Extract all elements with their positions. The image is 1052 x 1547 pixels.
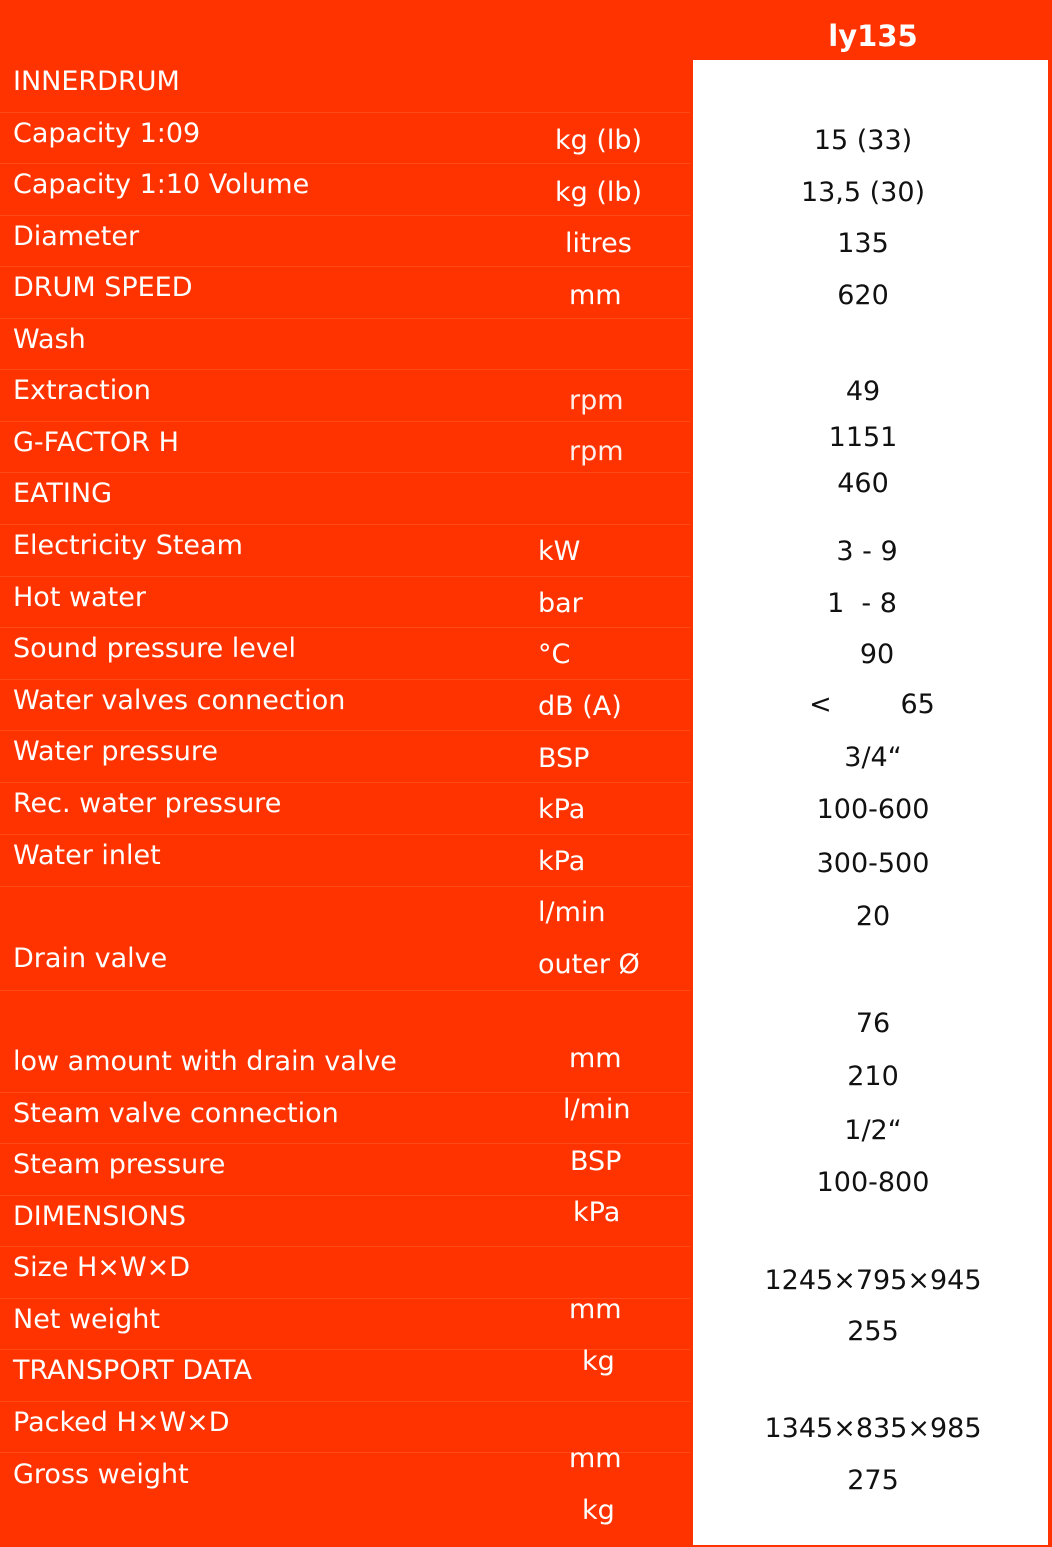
spec-unit: dB (A) [538, 691, 622, 722]
spec-unit: l/min [538, 897, 606, 928]
spec-label: Capacity 1:10 Volume [13, 169, 310, 200]
spec-value: 135 [837, 228, 889, 259]
spec-value: 1 - 8 [827, 588, 897, 619]
spec-unit: l/min [563, 1094, 631, 1125]
spec-value: 13,5 (30) [800, 177, 926, 208]
spec-label: Steam valve connection [13, 1098, 339, 1129]
spec-label: low amount with drain valve [13, 1046, 397, 1077]
spec-label: Steam pressure [13, 1149, 226, 1180]
row-separator [0, 472, 690, 473]
spec-label: INNERDRUM [13, 66, 180, 97]
spec-label: Capacity 1:09 [13, 118, 201, 149]
row-separator [0, 1092, 690, 1093]
spec-label: Diameter [13, 221, 140, 252]
spec-value: 100-800 [816, 1167, 930, 1198]
spec-unit: mm [569, 1443, 622, 1474]
row-separator [0, 679, 690, 680]
row-separator [0, 421, 690, 422]
spec-unit: kg [582, 1346, 615, 1377]
row-separator [0, 576, 690, 577]
spec-unit: BSP [570, 1146, 622, 1177]
spec-value: 76 [855, 1008, 891, 1039]
spec-unit: outer Ø [538, 949, 640, 980]
row-separator [0, 1246, 690, 1247]
spec-label: Rec. water pressure [13, 788, 282, 819]
spec-unit: litres [565, 228, 632, 259]
spec-unit: rpm [569, 436, 624, 467]
row-separator [0, 1195, 690, 1196]
spec-value: 1245×795×945 [764, 1265, 982, 1296]
spec-unit: BSP [538, 743, 590, 774]
spec-unit: °C [538, 639, 571, 670]
row-separator [0, 163, 690, 164]
row-separator [0, 834, 690, 835]
spec-label: Wash [13, 324, 86, 355]
spec-value: 275 [847, 1465, 899, 1496]
row-separator [0, 1143, 690, 1144]
spec-unit: mm [569, 1294, 622, 1325]
spec-label: Hot water [13, 582, 146, 613]
spec-value: 90 [859, 639, 895, 670]
spec-label: Sound pressure level [13, 633, 297, 664]
spec-value: < 65 [809, 689, 935, 720]
row-separator [0, 886, 690, 887]
spec-unit: rpm [569, 385, 624, 416]
spec-value: 460 [837, 468, 889, 499]
spec-value: 3/4“ [844, 742, 902, 773]
spec-unit: mm [569, 1043, 622, 1074]
row-separator [0, 318, 690, 319]
spec-label: Packed H×W×D [13, 1407, 230, 1438]
spec-label: Water inlet [13, 840, 161, 871]
row-separator [0, 627, 690, 628]
spec-label: Electricity Steam [13, 530, 243, 561]
spec-unit: kg (lb) [555, 177, 643, 208]
row-separator [0, 990, 690, 991]
spec-label: Drain valve [13, 943, 168, 974]
spec-label: DIMENSIONS [13, 1201, 186, 1232]
row-separator [0, 1401, 690, 1402]
spec-value: 49 [845, 376, 881, 407]
spec-label: Water valves connection [13, 685, 346, 716]
row-separator [0, 524, 690, 525]
spec-value: 15 (33) [813, 125, 913, 156]
row-separator [0, 112, 690, 113]
spec-value: 210 [847, 1061, 899, 1092]
spec-unit: kg [582, 1495, 615, 1526]
spec-label: Net weight [13, 1304, 161, 1335]
spec-label: Size H×W×D [13, 1252, 191, 1283]
row-separator [0, 782, 690, 783]
spec-unit: kPa [573, 1197, 621, 1228]
spec-unit: mm [569, 280, 622, 311]
row-separator [0, 730, 690, 731]
spec-label: TRANSPORT DATA [13, 1355, 252, 1386]
spec-label: Water pressure [13, 736, 219, 767]
spec-value: 3 - 9 [836, 536, 898, 567]
row-separator [0, 266, 690, 267]
spec-unit: kW [538, 536, 581, 567]
spec-value: 20 [855, 901, 891, 932]
spec-value: 1151 [828, 422, 898, 453]
spec-value: 300-500 [816, 848, 930, 879]
row-separator [0, 369, 690, 370]
spec-value: 620 [837, 280, 889, 311]
spec-unit: kg (lb) [555, 125, 643, 156]
spec-label: G-FACTOR H [13, 427, 179, 458]
spec-value: 255 [847, 1316, 899, 1347]
spec-unit: kPa [538, 794, 586, 825]
spec-unit: kPa [538, 846, 586, 877]
spec-unit: bar [538, 588, 583, 619]
spec-label: Gross weight [13, 1459, 189, 1490]
spec-value: 1345×835×985 [764, 1413, 982, 1444]
spec-label: DRUM SPEED [13, 272, 193, 303]
row-separator [0, 215, 690, 216]
spec-label: Extraction [13, 375, 151, 406]
spec-value: 1/2“ [844, 1115, 902, 1146]
spec-label: EATING [13, 478, 113, 509]
model-header: ly135 [828, 19, 918, 53]
spec-value: 100-600 [816, 794, 930, 825]
